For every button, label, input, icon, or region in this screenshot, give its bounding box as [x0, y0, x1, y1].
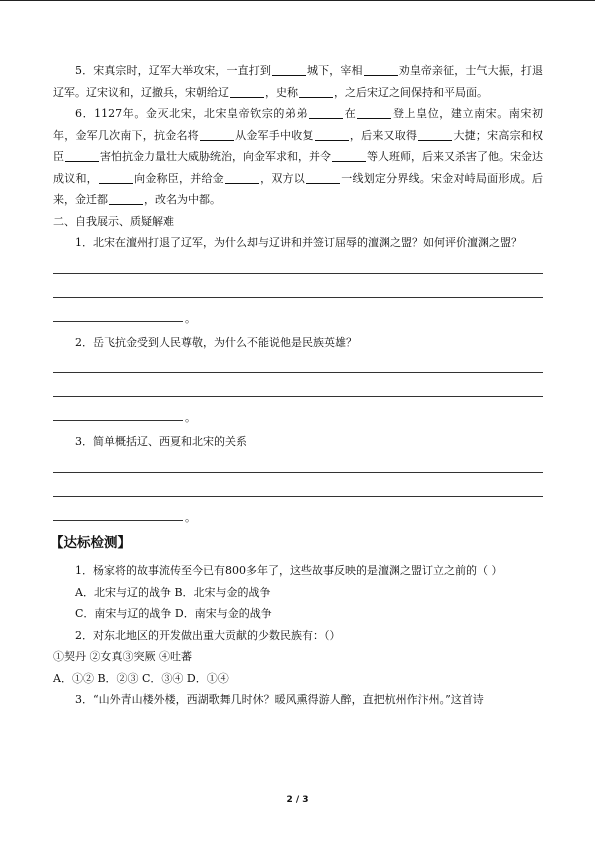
blank[interactable]	[418, 129, 452, 141]
discussion-question-1: 1．北宋在澶州打退了辽军，为什么却与辽讲和并签订屈辱的澶渊之盟？如何评价澶渊之盟？	[75, 236, 522, 249]
worksheet-page	[50, 60, 544, 711]
question-2-items: ①契丹 ②女真③突厥 ④吐蕃	[53, 650, 192, 663]
answer-line[interactable]	[53, 302, 543, 326]
text: ，之后宋辽之间保持和平局面。	[334, 85, 488, 99]
period: 。	[185, 510, 196, 524]
blank[interactable]	[272, 64, 306, 76]
text: 劝皇帝亲征，士气大振，打退辽军。辽宋议和，辽撤兵，宋朝给辽	[53, 64, 544, 99]
text: 登上皇位，建立南宋。南宋初年，金军几次南下，抗金名将	[53, 107, 544, 142]
section-title: 二、自我展示、质疑解难	[53, 214, 174, 228]
blank[interactable]	[230, 86, 264, 98]
text: 大捷；宋高宗和权臣	[53, 128, 544, 163]
blank[interactable]	[109, 193, 143, 205]
period: 。	[185, 311, 196, 325]
discussion-question-3: 3．简单概括辽、西夏和北宋的关系	[75, 435, 247, 448]
question-6	[53, 103, 543, 211]
question-5	[53, 60, 543, 103]
answer-line[interactable]	[53, 254, 543, 278]
text: 向金称臣，并给金	[133, 171, 224, 185]
answer-line[interactable]	[53, 477, 543, 501]
blank[interactable]	[332, 150, 366, 162]
text: ，后来又取得	[349, 128, 418, 142]
answer-line[interactable]	[53, 501, 543, 525]
test-question-2: 2．对东北地区的开发做出重大贡献的少数民族有：（）	[75, 628, 341, 642]
text: ，双方以	[259, 171, 306, 185]
top-border-line	[0, 0, 595, 1]
blank[interactable]	[315, 129, 349, 141]
answer-line[interactable]	[53, 278, 543, 302]
blank[interactable]	[225, 172, 259, 184]
text: 5．宋真宗时，辽军大举攻宋，一直打到	[75, 64, 271, 77]
blank[interactable]	[99, 172, 133, 184]
text: 6．1127年。金灭北宋，北宋皇帝钦宗的弟弟	[75, 107, 309, 120]
text: 从金军手中收复	[234, 128, 314, 142]
section-heading: 【达标检测】	[50, 534, 131, 551]
question-2-options[interactable]: A．①② B．②③ C．③④ D．①④	[53, 671, 229, 685]
blank[interactable]	[309, 107, 343, 119]
page-number: 2 / 3	[286, 795, 309, 805]
blank[interactable]	[357, 107, 391, 119]
test-question-3: 3．“山外青山楼外楼，西湖歌舞几时休？暖风熏得游人醉，直把杭州作汴州。”这首诗	[75, 693, 484, 706]
blank[interactable]	[364, 64, 398, 76]
text: 在	[344, 107, 357, 120]
text: 等人班师，后来又杀害了他。宋金达成议和，	[53, 150, 543, 185]
blank[interactable]	[299, 86, 333, 98]
text: 一线划定分界线。宋金对峙局面形成。后来，金迁都	[53, 171, 544, 206]
answer-line[interactable]	[53, 377, 543, 401]
text: ，史称	[265, 85, 298, 99]
answer-line[interactable]	[53, 453, 543, 477]
options-ab[interactable]: A．北宋与辽的战争 B．北宋与金的战争	[75, 585, 271, 599]
text: ，改名为中都。	[144, 193, 221, 206]
period: 。	[185, 411, 196, 424]
discussion-question-2: 2．岳飞抗金受到人民尊敬，为什么不能说他是民族英雄？	[75, 335, 357, 349]
answer-line[interactable]	[53, 353, 543, 377]
answer-line[interactable]	[53, 401, 543, 425]
blank[interactable]	[306, 172, 340, 184]
text: 害怕抗金力量壮大威胁统治，向金军求和，并令	[100, 150, 331, 163]
text: 城下，宰相	[306, 64, 363, 77]
blank[interactable]	[65, 150, 99, 162]
test-question-1: 1．杨家将的故事流传至今已有800多年了，这些故事反映的是澶渊之盟订立之前的（ ）	[75, 564, 503, 577]
blank[interactable]	[200, 129, 234, 141]
options-cd[interactable]: C．南宋与辽的战争 D．南宋与金的战争	[75, 607, 272, 620]
